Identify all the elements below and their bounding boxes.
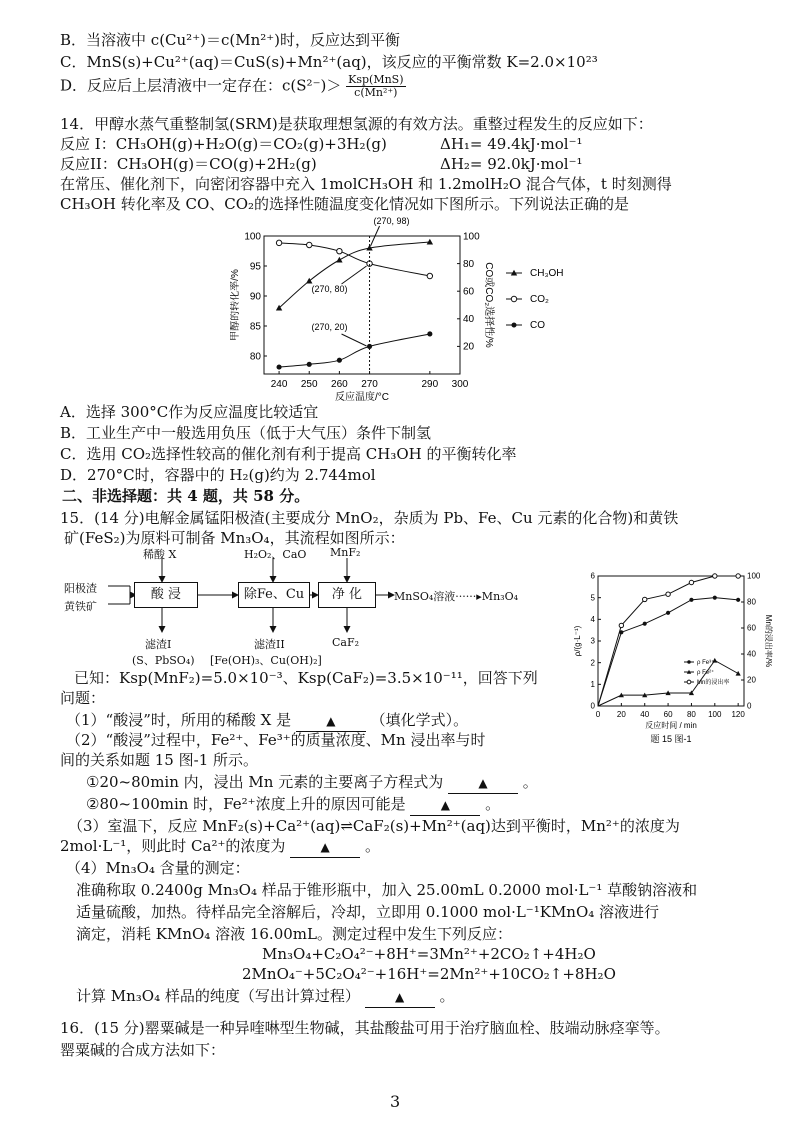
- y-tick-label: 90: [249, 291, 261, 303]
- y-tick-label: 4: [590, 615, 595, 624]
- y2-tick-label: 60: [463, 286, 475, 298]
- q13-option-b: B．当溶液中 c(Cu²⁺)＝c(Mn²⁺)时，反应达到平衡: [60, 31, 401, 49]
- q15-part-2a: （2）“酸浸”过程中，Fe²⁺、Fe³⁺的质量浓度、Mn 浸出率与时: [66, 731, 486, 749]
- answer-blank-3[interactable]: ▲: [410, 795, 480, 816]
- x-tick-label: 120: [731, 710, 745, 719]
- data-point-0: [713, 596, 717, 600]
- q14-option-b: B．工业生产中一般选用负压（低于大气压）条件下制氢: [60, 424, 432, 442]
- data-point-0: [643, 622, 647, 626]
- x-tick-label: 40: [640, 710, 650, 719]
- x-tick-label: 60: [663, 710, 673, 719]
- q16-stem-1: 16．(15 分)罂粟碱是一种异喹啉型生物碱，其盐酸盐可用于治疗脑血栓、肢端动脉痉挛等。: [60, 1019, 670, 1037]
- data-point-2: [713, 574, 717, 578]
- q15-part-4d-text: 计算 Mn₃O₄ 样品的纯度（写出计算过程）: [76, 987, 360, 1005]
- y2-tick-label: 100: [463, 231, 480, 243]
- q15-stem-2: 矿(FeS₂)为原料可制备 Mn₃O₄，其流程如图所示：: [64, 529, 405, 547]
- q14-option-c: C．选用 CO₂选择性较高的催化剂有利于提高 CH₃OH 的平衡转化率: [60, 445, 517, 463]
- data-point-0: [736, 598, 740, 602]
- data-point-1: [307, 242, 312, 247]
- q15-part-4c: 滴定，消耗 KMnO₄ 溶液 16.00mL。测定过程中发生下列反应：: [76, 925, 512, 943]
- data-point-0: [427, 239, 433, 245]
- y2-tick-label: 0: [747, 701, 752, 711]
- q15-part-2d: [86, 794, 500, 816]
- q15-part-4: （4）Mn₃O₄ 含量的测定：: [66, 859, 250, 877]
- fraction-denominator: c(Mn²⁺): [354, 86, 398, 99]
- y-tick-label: 0: [590, 701, 595, 711]
- series-line-2: [279, 334, 430, 367]
- y-tick-label: 95: [249, 261, 261, 273]
- q15-part-2d-text: ②80~100min 时，Fe²⁺浓度上升的原因可能是: [86, 795, 406, 813]
- flow-output: MnSO₄溶液······▸Mn₃O₄: [394, 590, 518, 603]
- annotation-270-98: (270, 98): [373, 216, 410, 226]
- legend-label: ρ Fe³⁺: [697, 660, 715, 666]
- legend-label: Mn的浸出率: [697, 680, 730, 686]
- fraction-numerator: Ksp(MnS): [348, 73, 404, 86]
- flow-input-pyrite: 黄铁矿: [64, 600, 97, 613]
- page-number: 3: [390, 1092, 401, 1111]
- data-point-2: [666, 592, 670, 596]
- legend-label: ρ Fe²⁺: [697, 670, 715, 676]
- q15-stem-1: 15．(14 分)电解金属锰阳极渣(主要成分 MnO₂，杂质为 Pb、Fe、Cu 元素的化合物)和黄铁: [60, 509, 679, 527]
- y-axis-label: ρ/(g·L⁻¹): [573, 625, 582, 657]
- data-point-2: [427, 331, 432, 336]
- q15-equation-2: 2MnO₄⁻+5C₂O₄²⁻+16H⁺=2Mn²⁺+10CO₂↑+8H₂O: [242, 965, 616, 983]
- annotation-arrow: [342, 266, 367, 284]
- q15-part-4a: 准确称取 0.2400g Mn₃O₄ 样品于锥形瓶中，加入 25.00mL 0.2000 mol·L⁻¹ 草酸钠溶液和: [76, 881, 698, 899]
- q15-known-1: 已知：Ksp(MnF₂)=5.0×10⁻³、Ksp(CaF₂)=3.5×10⁻¹¹，回答下列: [74, 669, 538, 687]
- y2-tick-label: 80: [747, 597, 756, 607]
- q15-part-4d: [76, 986, 454, 1008]
- x-tick-label: 300: [451, 379, 469, 390]
- legend-label: CH₃OH: [530, 268, 564, 279]
- flow-residue-1-detail: (S、PbSO₄): [132, 654, 195, 667]
- period: 。: [364, 837, 380, 855]
- y2-tick-label: 40: [463, 314, 475, 326]
- q15-part-2c: [86, 772, 538, 794]
- y-tick-label: 80: [249, 351, 261, 363]
- y2-tick-label: 80: [463, 258, 475, 270]
- x-axis-label: 反应温度/°C: [335, 392, 389, 403]
- y-tick-label: 2: [590, 658, 595, 668]
- leaching-time-chart: [570, 566, 792, 748]
- data-point-2: [337, 358, 342, 363]
- x-tick-label: 290: [421, 379, 439, 390]
- flow-residue-1: 滤渣I: [145, 638, 172, 651]
- y2-tick-label: 40: [747, 649, 756, 659]
- q15-part-3b-text: 2mol·L⁻¹，则此时 Ca²⁺的浓度为: [60, 837, 286, 855]
- legend-marker: [687, 660, 691, 664]
- data-point-2: [307, 362, 312, 367]
- data-point-2: [643, 597, 647, 601]
- data-point-0: [689, 598, 693, 602]
- annotation-arrow: [342, 334, 367, 346]
- flow-reagent-mnf2: MnF₂: [330, 546, 361, 559]
- q13-option-d-text: D．反应后上层清液中一定存在：c(S²⁻)＞: [60, 76, 342, 95]
- data-point-2: [277, 365, 282, 370]
- legend-marker: [687, 680, 691, 684]
- q14-stem-3: CH₃OH 转化率及 CO、CO₂的选择性随温度变化情况如下图所示。下列说法正确的是: [60, 195, 630, 213]
- y-tick-label: 5: [590, 593, 595, 603]
- y-tick-label: 85: [249, 321, 261, 333]
- y-tick-label: 3: [590, 636, 595, 646]
- y2-axis-label: Mn的浸出率/%: [764, 614, 773, 668]
- data-point-2: [689, 580, 693, 584]
- flow-reagent-acid: 稀酸 X: [143, 548, 177, 561]
- q13-option-c: C．MnS(s)+Cu²⁺(aq)＝CuS(s)+Mn²⁺(aq)，该反应的平衡常数 K=2.0×10²³: [60, 53, 598, 71]
- data-point-0: [336, 257, 342, 263]
- q15-part-4b: 适量硫酸，加热。待样品完全溶解后，冷却，立即用 0.1000 mol·L⁻¹KMnO₄ 溶液进行: [76, 903, 660, 921]
- q14-stem-1: 14．甲醇水蒸气重整制氢(SRM)是获取理想氢源的有效方法。重整过程发生的反应如下：: [60, 115, 653, 133]
- q15-part-1: [66, 710, 468, 732]
- y2-tick-label: 100: [747, 571, 761, 581]
- q14-reaction-1-enthalpy: ΔH₁= 49.4kJ·mol⁻¹: [440, 135, 583, 153]
- q13-option-d: [60, 74, 406, 99]
- q15-part-3a: （3）室温下，反应 MnF₂(s)+Ca²⁺(aq)⇌CaF₂(s)+Mn²⁺(aq)达到平衡时，Mn²⁺的浓度为: [68, 817, 680, 835]
- annotation-270-80: (270, 80): [311, 284, 348, 294]
- flow-input-anode-slag: 阳极渣: [64, 582, 97, 595]
- answer-blank-5[interactable]: ▲: [365, 987, 435, 1008]
- section-2-heading: 二、非选择题：共 4 题，共 58 分。: [62, 487, 310, 505]
- plot-frame: [264, 236, 460, 374]
- flow-reagent-h2o2-cao: H₂O₂、CaO: [244, 548, 307, 561]
- legend-label: CO₂: [530, 294, 549, 305]
- data-point-0: [666, 611, 670, 615]
- y-tick-label: 1: [590, 680, 595, 689]
- x-tick-label: 0: [595, 710, 601, 719]
- x-tick-label: 260: [331, 379, 348, 390]
- q15-part-2c-text: ①20~80min 内，浸出 Mn 元素的主要离子方程式为: [86, 773, 444, 791]
- chart-caption: 题 15 图-1: [650, 734, 692, 744]
- q14-reaction-1: 反应 I：CH₃OH(g)+H₂O(g)＝CO₂(g)+3H₂(g): [60, 135, 387, 153]
- y-axis-label: 甲醇的转化率/%: [230, 269, 241, 341]
- q16-stem-2: 罂粟碱的合成方法如下：: [60, 1041, 226, 1059]
- legend-label: CO: [530, 320, 545, 331]
- x-tick-label: 100: [708, 710, 722, 719]
- x-tick-label: 250: [300, 379, 318, 390]
- y2-tick-label: 60: [747, 623, 756, 633]
- q15-equation-1: Mn₃O₄+C₂O₄²⁻+8H⁺=3Mn²⁺+2CO₂↑+4H₂O: [262, 945, 596, 963]
- data-point-2: [619, 623, 623, 627]
- x-tick-label: 240: [270, 379, 288, 390]
- plot-frame: [598, 576, 744, 706]
- data-point-1: [736, 671, 741, 676]
- y2-axis-label: CO或CO₂选择性/%: [483, 262, 494, 348]
- x-tick-label: 80: [686, 710, 696, 719]
- flow-box-acid-leach: 酸 浸: [134, 582, 198, 608]
- q15-part-2b: 间的关系如题 15 图-1 所示。: [60, 751, 259, 769]
- answer-blank-4[interactable]: ▲: [290, 837, 360, 858]
- annotation-270-20: (270, 20): [311, 322, 348, 332]
- q14-stem-2: 在常压、催化剂下，向密闭容器中充入 1molCH₃OH 和 1.2molH₂O 混合气体，t 时刻测得: [60, 175, 672, 193]
- period: 。: [522, 773, 538, 791]
- q15-known-2: 问题：: [60, 689, 106, 707]
- x-tick-label: 270: [361, 379, 378, 390]
- q14-option-d: D．270°C时，容器中的 H₂(g)约为 2.744mol: [60, 466, 376, 484]
- q15-part-1-tail: （填化学式）。: [370, 711, 469, 729]
- period: 。: [439, 987, 455, 1005]
- y2-tick-label: 20: [747, 675, 756, 685]
- data-point-1: [276, 240, 281, 245]
- q14-reaction-2: 反应II：CH₃OH(g)＝CO(g)+2H₂(g): [60, 155, 317, 173]
- q15-part-3b: [60, 836, 380, 858]
- y2-tick-label: 20: [463, 341, 475, 353]
- x-tick-label: 20: [616, 710, 626, 719]
- ksp-fraction: [346, 74, 405, 99]
- data-point-1: [337, 248, 342, 253]
- flow-caf2: CaF₂: [332, 636, 360, 649]
- legend-marker: [511, 296, 516, 301]
- series-line-1: [279, 243, 430, 276]
- y-tick-label: 6: [590, 571, 595, 581]
- flow-residue-2: 滤渣II: [254, 638, 285, 651]
- answer-blank-1[interactable]: ▲: [296, 711, 366, 732]
- answer-blank-2[interactable]: ▲: [448, 773, 518, 794]
- x-axis-label: 反应时间 / min: [645, 721, 697, 730]
- flow-box-purify: 净 化: [318, 582, 376, 608]
- y-tick-label: 100: [244, 231, 261, 243]
- q14-reaction-2-enthalpy: ΔH₂= 92.0kJ·mol⁻¹: [440, 155, 583, 173]
- q14-option-a: A．选择 300°C作为反应温度比较适宜: [60, 403, 319, 421]
- period: 。: [485, 795, 501, 813]
- data-point-2: [736, 574, 740, 578]
- flow-residue-2-detail: [Fe(OH)₃、Cu(OH)₂]: [210, 654, 322, 667]
- legend-marker: [511, 322, 516, 327]
- data-point-1: [427, 273, 432, 278]
- srm-temperature-chart: [230, 212, 570, 404]
- q15-part-1-text: （1）“酸浸”时，所用的稀酸 X 是: [66, 711, 292, 729]
- flow-box-remove-fe-cu: 除Fe、Cu: [238, 582, 310, 608]
